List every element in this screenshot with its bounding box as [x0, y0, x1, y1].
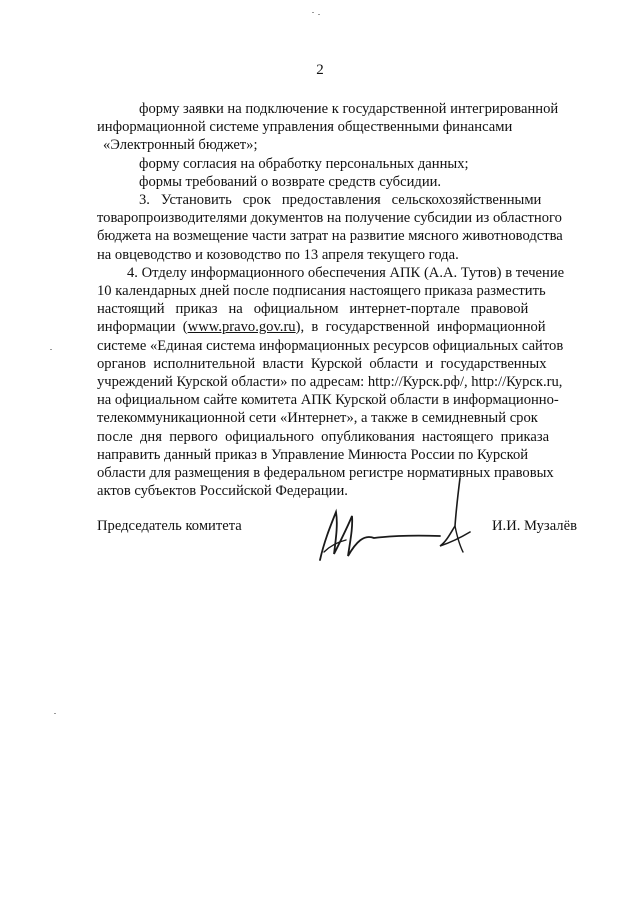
text-fragment: информации ( — [97, 319, 188, 336]
text-line: области для размещения в федеральном регистре нормативных правовых — [97, 465, 554, 482]
text-line: учреждений Курской области» по адресам: http://Курск.рф/, http://Курск.ru, — [97, 374, 563, 391]
signatory-title: Председатель комитета — [97, 518, 242, 534]
handwritten-signature — [300, 472, 480, 572]
text-line: на официальном сайте комитета АПК Курской области в информационно- — [97, 392, 559, 409]
document-body — [97, 100, 583, 500]
text-line: системе «Единая система информационных ресурсов официальных сайтов — [97, 337, 564, 354]
text-line: 10 календарных дней после подписания настоящего приказа разместить — [97, 283, 546, 300]
page-number: 2 — [316, 62, 324, 78]
paragraph-form-application — [97, 100, 583, 155]
paragraph-form-requirements: формы требований о возврате средств субсидии. — [139, 173, 442, 190]
text-line: на овцеводство и козоводство по 13 апреля текущего года. — [97, 246, 459, 263]
text-line: 3. Установить срок предоставления сельскохозяйственными — [139, 192, 542, 209]
text-line: телекоммуникационной сети «Интернет», а также в семидневный срок — [97, 410, 538, 427]
scan-speck — [312, 12, 314, 13]
text-line: органов исполнительной власти Курской области и государственных — [97, 355, 547, 372]
scan-speck — [318, 14, 320, 15]
text-line: информационной системе управления общественными финансами — [97, 119, 513, 136]
paragraph-form-consent: форму согласия на обработку персональных данных; — [139, 155, 469, 172]
text-line — [97, 318, 583, 336]
text-line: настоящий приказ на официальном интернет-портале правовой — [97, 301, 529, 318]
text-line: «Электронный бюджет»; — [103, 137, 258, 154]
text-line: бюджета на возмещение части затрат на развитие мясного животноводства — [97, 228, 563, 245]
text-line: форму заявки на подключение к государственной интегрированной — [139, 101, 559, 117]
paragraph-3-deadline — [97, 191, 583, 264]
signatory-name: И.И. Музалёв — [492, 518, 577, 534]
text-line: актов субъектов Российской Федерации. — [97, 483, 348, 500]
text-fragment: ), в государственной информационной — [295, 319, 546, 336]
text-line: направить данный приказ в Управление Минюста России по Курской — [97, 446, 529, 463]
scan-speck — [54, 713, 56, 714]
paragraph-4-publication — [97, 264, 583, 501]
text-line: товаропроизводителями документов на получение субсидии из областного — [97, 210, 562, 227]
text-line: 4. Отделу информационного обеспечения АПК (А.А. Тутов) в течение — [127, 264, 565, 281]
scan-speck — [50, 349, 52, 350]
pravo-gov-link[interactable]: www.pravo.gov.ru — [187, 319, 296, 336]
text-line: после дня первого официального опубликования настоящего приказа — [97, 428, 550, 445]
